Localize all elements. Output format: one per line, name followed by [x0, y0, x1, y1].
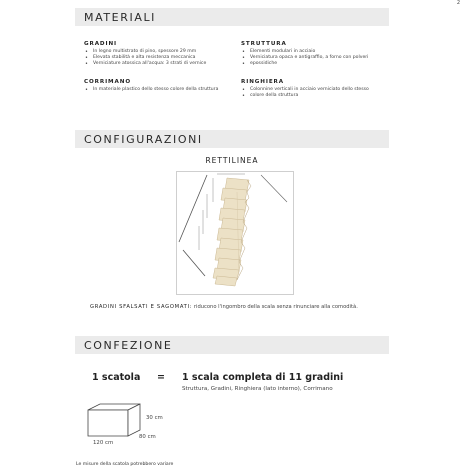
- box-height-label: 30 cm: [146, 415, 163, 421]
- stair-illustration-frame: [176, 171, 294, 295]
- list-item: • Elementi modulari in acciaio: [241, 49, 368, 55]
- list-item: • Verniciatura opaca e antigraffio, a forno con polveri: [241, 55, 368, 61]
- gradini-note-text: riducono l'ingombro della scala senza rinunciare alla comodità.: [192, 304, 358, 310]
- equals-sign: =: [157, 372, 165, 383]
- list-item: • Elevata stabilità e alta resistenza meccanica: [84, 55, 206, 61]
- box-width-label: 120 cm: [93, 440, 114, 446]
- list-ringhiera: [241, 87, 369, 99]
- package-contents-title: 1 scala completa di 11 gradini: [182, 372, 344, 383]
- box-depth-label: 80 cm: [139, 434, 156, 440]
- straight-staircase-illustration: [177, 172, 293, 294]
- section-header-materiali: [75, 8, 389, 26]
- list-item: • Colonnine verticali in acciaio verniciato dello stesso: [241, 87, 369, 93]
- package-contents-list: Struttura, Gradini, Ringhiera (lato interno), Corrimano: [182, 386, 333, 392]
- list-item: • In legno multistrato di pino, spessore 29 mm: [84, 49, 206, 55]
- list-struttura: [241, 49, 368, 68]
- section-header-confezione: [75, 336, 389, 354]
- subheading-corrimano: CORRIMANO: [84, 79, 131, 85]
- section-title: MATERIALI: [84, 11, 157, 24]
- list-item: • In materiale plastico dello stesso colore della struttura: [84, 87, 218, 93]
- section-header-configurazioni: [75, 130, 389, 148]
- section-title: CONFEZIONE: [84, 339, 173, 352]
- list-corrimano: [84, 87, 218, 93]
- subheading-struttura: STRUTTURA: [241, 41, 287, 47]
- package-quantity: 1 scatola: [92, 372, 141, 383]
- gradini-note-label: GRADINI SFALSATI E SAGOMATI:: [90, 304, 193, 310]
- subheading-gradini: GRADINI: [84, 41, 118, 47]
- page-number: 2: [456, 0, 460, 6]
- section-title: CONFIGURAZIONI: [84, 133, 203, 146]
- list-gradini: [84, 49, 206, 68]
- list-item: • epossidiche: [241, 61, 368, 67]
- gradini-note: [90, 304, 358, 310]
- list-item: • colore della struttura: [241, 93, 369, 99]
- footnote: Le misure della scatola potrebbero variare: [76, 462, 174, 467]
- list-item: • Verniciature atossica all'acqua: 3 strati di vernice: [84, 61, 206, 67]
- configuration-type-title: RETTILINEA: [205, 156, 259, 165]
- subheading-ringhiera: RINGHIERA: [241, 79, 284, 85]
